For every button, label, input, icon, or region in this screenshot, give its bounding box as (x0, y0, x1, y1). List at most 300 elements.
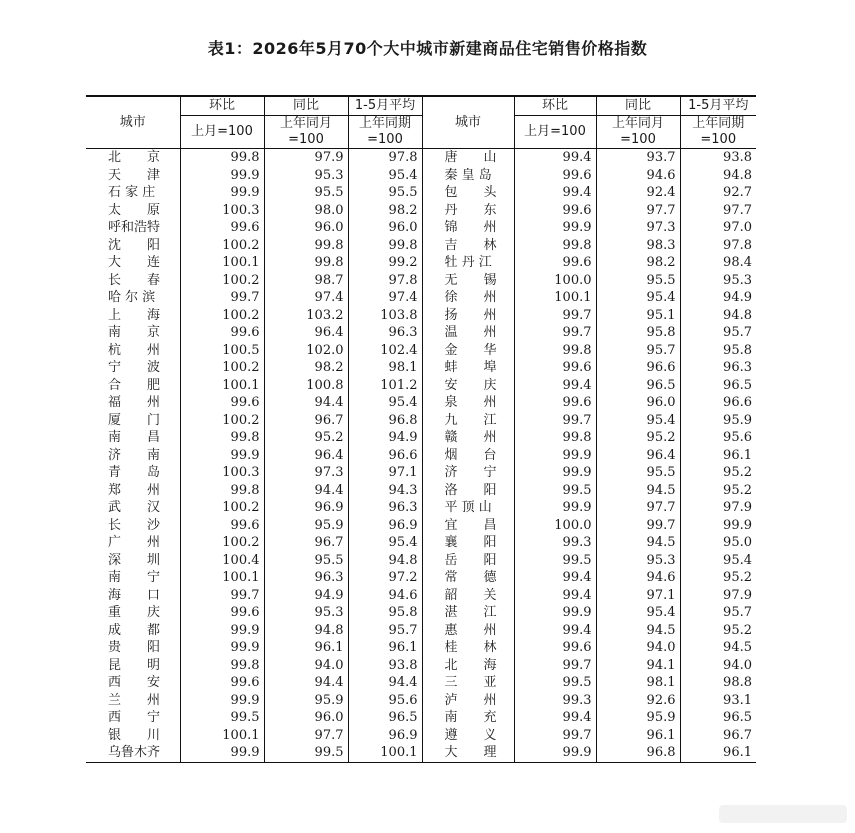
cell-yoy-left: 99.8 (264, 254, 348, 272)
cell-yoy-right: 95.5 (596, 272, 680, 290)
cell-yoy-left: 96.7 (264, 534, 348, 552)
table-row (86, 587, 756, 605)
cell-avg-left: 96.9 (348, 517, 422, 535)
cell-mom-left: 99.6 (180, 324, 264, 342)
cell-yoy-right: 98.1 (596, 674, 680, 692)
cell-yoy-right: 94.5 (596, 622, 680, 640)
cell-mom-right: 99.3 (514, 692, 596, 710)
cell-avg-left: 97.2 (348, 569, 422, 587)
cell-city-right: 包 头 (422, 184, 514, 202)
cell-avg-left: 95.4 (348, 394, 422, 412)
cell-mom-right: 99.6 (514, 167, 596, 185)
cell-yoy-left: 99.8 (264, 237, 348, 255)
cell-mom-left: 100.1 (180, 569, 264, 587)
cell-avg-right: 95.6 (680, 429, 756, 447)
cell-city-right: 宜 昌 (422, 517, 514, 535)
table-row (86, 202, 756, 220)
cell-city-left: 西 宁 (108, 710, 161, 725)
cell-avg-right: 93.1 (680, 692, 756, 710)
cell-avg-right: 97.9 (680, 587, 756, 605)
table-row (86, 447, 756, 465)
cell-yoy-left: 96.7 (264, 412, 348, 430)
cell-city-left: 广 州 (108, 535, 161, 550)
cell-city-left: 长 沙 (108, 517, 161, 533)
cell-yoy-left: 98.7 (264, 272, 348, 290)
cell-yoy-left: 103.2 (264, 307, 348, 325)
cell-mom-left: 100.3 (180, 464, 264, 482)
cell-city-right: 济 宁 (422, 464, 514, 482)
cell-avg-left: 101.2 (348, 377, 422, 395)
cell-avg-left: 94.4 (348, 674, 422, 692)
cell-mom-right: 99.9 (514, 604, 596, 622)
cell-city-right: 无 锡 (422, 272, 514, 290)
header-yoy-right: 同比 (596, 96, 680, 116)
cell-mom-left: 100.1 (180, 377, 264, 395)
cell-mom-right: 99.6 (514, 359, 596, 377)
cell-mom-right: 99.5 (514, 552, 596, 570)
cell-mom-left: 99.8 (180, 657, 264, 675)
cell-yoy-left: 94.4 (264, 674, 348, 692)
cell-city-right: 吉 林 (422, 237, 514, 255)
cell-city-left: 沈 阳 (108, 237, 161, 253)
cell-yoy-left: 96.4 (264, 447, 348, 465)
cell-mom-right: 99.4 (514, 587, 596, 605)
cell-yoy-right: 95.9 (596, 709, 680, 727)
cell-yoy-left: 96.1 (264, 639, 348, 657)
cell-mom-left: 99.9 (180, 622, 264, 640)
cell-avg-right: 96.7 (680, 727, 756, 745)
table-row (86, 254, 756, 272)
cell-avg-right: 98.8 (680, 674, 756, 692)
table-row (86, 517, 756, 535)
table-row (86, 639, 756, 657)
cell-mom-right: 99.6 (514, 202, 596, 220)
table-row (86, 289, 756, 307)
table-row (86, 482, 756, 500)
cell-avg-right: 95.2 (680, 482, 756, 500)
cell-mom-right: 99.5 (514, 674, 596, 692)
cell-avg-left: 93.8 (348, 657, 422, 675)
cell-yoy-right: 95.4 (596, 289, 680, 307)
cell-mom-left: 100.3 (180, 202, 264, 220)
header-avg-base-right: 上年同期 =100 (680, 116, 756, 149)
cell-city-right: 遵 义 (422, 727, 514, 745)
cell-city-left: 深 圳 (108, 552, 161, 568)
cell-city-left: 北 京 (108, 150, 161, 165)
cell-mom-right: 99.9 (514, 447, 596, 465)
table-row (86, 569, 756, 587)
cell-avg-left: 95.8 (348, 604, 422, 622)
cell-avg-left: 97.8 (348, 272, 422, 290)
cell-yoy-left: 95.5 (264, 184, 348, 202)
watermark (719, 805, 847, 823)
cell-yoy-left: 96.3 (264, 569, 348, 587)
cell-yoy-left: 102.0 (264, 342, 348, 360)
cell-avg-right: 95.2 (680, 569, 756, 587)
cell-avg-left: 95.5 (348, 184, 422, 202)
cell-avg-right: 94.9 (680, 289, 756, 307)
cell-mom-right: 99.6 (514, 394, 596, 412)
cell-avg-left: 98.1 (348, 359, 422, 377)
cell-mom-left: 100.2 (180, 272, 264, 290)
cell-mom-left: 99.6 (180, 517, 264, 535)
cell-yoy-right: 92.6 (596, 692, 680, 710)
cell-mom-right: 99.9 (514, 464, 596, 482)
cell-avg-left: 96.0 (348, 219, 422, 237)
cell-yoy-left: 95.2 (264, 429, 348, 447)
cell-city-right: 韶 关 (422, 587, 514, 605)
header-city-right: 城市 (422, 96, 514, 149)
cell-avg-right: 95.4 (680, 552, 756, 570)
cell-city-right: 蚌 埠 (422, 359, 514, 377)
table-row (86, 657, 756, 675)
cell-avg-right: 96.5 (680, 709, 756, 727)
cell-yoy-left: 94.8 (264, 622, 348, 640)
cell-yoy-right: 98.2 (596, 254, 680, 272)
cell-mom-left: 100.2 (180, 534, 264, 552)
cell-mom-right: 99.9 (514, 499, 596, 517)
cell-avg-left: 97.8 (348, 149, 422, 167)
cell-avg-right: 97.7 (680, 202, 756, 220)
table-row (86, 324, 756, 342)
cell-avg-right: 94.8 (680, 307, 756, 325)
cell-yoy-right: 98.3 (596, 237, 680, 255)
cell-avg-left: 95.7 (348, 622, 422, 640)
cell-avg-left: 102.4 (348, 342, 422, 360)
cell-yoy-left: 95.5 (264, 552, 348, 570)
cell-city-left: 太 原 (108, 202, 161, 218)
cell-city-left: 兰 州 (108, 692, 161, 708)
cell-yoy-right: 95.1 (596, 307, 680, 325)
cell-avg-left: 94.3 (348, 482, 422, 500)
cell-mom-right: 99.7 (514, 727, 596, 745)
cell-yoy-right: 94.1 (596, 657, 680, 675)
cell-avg-right: 97.8 (680, 237, 756, 255)
table-title: 表1：2026年5月70个大中城市新建商品住宅销售价格指数 (207, 39, 648, 58)
table-row (86, 219, 756, 237)
cell-yoy-left: 94.0 (264, 657, 348, 675)
cell-yoy-left: 97.4 (264, 289, 348, 307)
table-row (86, 149, 756, 167)
cell-mom-left: 100.2 (180, 499, 264, 517)
cell-mom-left: 100.2 (180, 359, 264, 377)
cell-avg-right: 99.9 (680, 517, 756, 535)
cell-yoy-right: 96.4 (596, 447, 680, 465)
cell-city-right: 湛 江 (422, 604, 514, 622)
cell-mom-left: 100.2 (180, 307, 264, 325)
cell-avg-left: 103.8 (348, 307, 422, 325)
table-row (86, 359, 756, 377)
cell-city-right: 赣 州 (422, 429, 514, 447)
cell-yoy-right: 96.6 (596, 359, 680, 377)
table-row (86, 412, 756, 430)
cell-mom-right: 99.4 (514, 184, 596, 202)
cell-city-left: 银 川 (108, 727, 161, 743)
cell-city-right: 惠 州 (422, 622, 514, 640)
cell-mom-left: 99.6 (180, 674, 264, 692)
cell-city-left: 贵 阳 (108, 640, 161, 655)
cell-avg-right: 95.2 (680, 464, 756, 482)
cell-mom-left: 99.7 (180, 289, 264, 307)
cell-city-left: 济 南 (108, 447, 161, 463)
cell-yoy-right: 95.7 (596, 342, 680, 360)
cell-mom-right: 99.4 (514, 377, 596, 395)
cell-avg-right: 97.0 (680, 219, 756, 237)
cell-mom-right: 99.8 (514, 429, 596, 447)
cell-city-left: 大 连 (108, 255, 161, 270)
cell-yoy-left: 99.5 (264, 744, 348, 762)
cell-city-left: 宁 波 (108, 360, 161, 375)
cell-city-right: 平 顶 山 (422, 499, 514, 517)
cell-mom-left: 99.8 (180, 149, 264, 167)
cell-mom-right: 99.7 (514, 657, 596, 675)
cell-mom-right: 100.1 (514, 289, 596, 307)
cell-mom-left: 100.1 (180, 727, 264, 745)
cell-mom-left: 100.2 (180, 237, 264, 255)
cell-avg-right: 95.3 (680, 272, 756, 290)
cell-mom-left: 99.7 (180, 587, 264, 605)
cell-mom-left: 100.2 (180, 412, 264, 430)
header-avg-base-left: 上年同期 =100 (348, 116, 422, 149)
cell-mom-left: 99.9 (180, 167, 264, 185)
table-row (86, 237, 756, 255)
cell-city-right: 唐 山 (422, 149, 514, 167)
cell-city-left: 杭 州 (108, 342, 161, 358)
cell-yoy-left: 95.3 (264, 167, 348, 185)
cell-mom-right: 99.3 (514, 534, 596, 552)
cell-avg-left: 94.8 (348, 552, 422, 570)
header-yoy-left: 同比 (264, 96, 348, 116)
cell-city-right: 烟 台 (422, 447, 514, 465)
cell-mom-right: 99.4 (514, 709, 596, 727)
cell-city-right: 扬 州 (422, 307, 514, 325)
cell-avg-left: 96.3 (348, 499, 422, 517)
header-avg-left: 1-5月平均 (348, 96, 422, 116)
cell-mom-left: 99.8 (180, 429, 264, 447)
cell-avg-left: 99.8 (348, 237, 422, 255)
table-row (86, 552, 756, 570)
cell-avg-left: 100.1 (348, 744, 422, 762)
header-yoy-base-right: 上年同月 =100 (596, 116, 680, 149)
cell-city-left: 天 津 (108, 167, 161, 183)
cell-city-right: 九 江 (422, 412, 514, 430)
cell-yoy-left: 97.7 (264, 727, 348, 745)
cell-yoy-right: 95.5 (596, 464, 680, 482)
cell-city-right: 桂 林 (422, 639, 514, 657)
cell-mom-right: 99.6 (514, 639, 596, 657)
table-row (86, 184, 756, 202)
header-avg-right: 1-5月平均 (680, 96, 756, 116)
cell-mom-left: 99.9 (180, 692, 264, 710)
cell-mom-right: 99.9 (514, 744, 596, 762)
cell-avg-left: 95.4 (348, 167, 422, 185)
cell-avg-right: 93.8 (680, 149, 756, 167)
cell-avg-left: 98.2 (348, 202, 422, 220)
cell-avg-right: 94.5 (680, 639, 756, 657)
cell-yoy-right: 94.5 (596, 534, 680, 552)
table-row (86, 622, 756, 640)
cell-yoy-left: 95.9 (264, 692, 348, 710)
cell-mom-left: 100.5 (180, 342, 264, 360)
cell-city-right: 洛 阳 (422, 482, 514, 500)
cell-avg-right: 95.2 (680, 622, 756, 640)
cell-city-right: 三 亚 (422, 674, 514, 692)
cell-city-right: 牡 丹 江 (422, 254, 514, 272)
table-row (86, 692, 756, 710)
cell-avg-left: 94.9 (348, 429, 422, 447)
cell-yoy-left: 94.4 (264, 482, 348, 500)
cell-yoy-right: 95.8 (596, 324, 680, 342)
cell-yoy-left: 96.4 (264, 324, 348, 342)
price-index-table (86, 95, 756, 763)
table-row (86, 394, 756, 412)
cell-avg-right: 96.6 (680, 394, 756, 412)
cell-avg-left: 96.9 (348, 727, 422, 745)
cell-avg-left: 96.5 (348, 709, 422, 727)
cell-mom-right: 99.7 (514, 324, 596, 342)
cell-mom-right: 100.0 (514, 272, 596, 290)
cell-yoy-left: 95.9 (264, 517, 348, 535)
cell-yoy-left: 96.9 (264, 499, 348, 517)
cell-avg-left: 95.4 (348, 534, 422, 552)
cell-yoy-right: 95.2 (596, 429, 680, 447)
header-mom-base-left: 上月=100 (180, 116, 264, 149)
cell-avg-right: 95.7 (680, 604, 756, 622)
cell-yoy-left: 98.2 (264, 359, 348, 377)
cell-yoy-right: 95.3 (596, 552, 680, 570)
table-row (86, 709, 756, 727)
cell-city-left: 郑 州 (108, 482, 161, 498)
cell-yoy-right: 95.4 (596, 604, 680, 622)
cell-mom-right: 99.4 (514, 149, 596, 167)
cell-yoy-left: 97.9 (264, 149, 348, 167)
cell-city-right: 锦 州 (422, 219, 514, 237)
cell-avg-left: 96.1 (348, 639, 422, 657)
cell-mom-left: 99.9 (180, 744, 264, 762)
cell-yoy-right: 96.1 (596, 727, 680, 745)
table-row (86, 307, 756, 325)
cell-city-left: 厦 门 (108, 412, 161, 428)
cell-avg-right: 97.9 (680, 499, 756, 517)
cell-avg-right: 92.7 (680, 184, 756, 202)
cell-city-left: 南 宁 (108, 570, 161, 585)
table-row (86, 167, 756, 185)
cell-city-right: 岳 阳 (422, 552, 514, 570)
cell-yoy-right: 99.7 (596, 517, 680, 535)
cell-city-right: 秦 皇 岛 (422, 167, 514, 185)
cell-avg-left: 96.3 (348, 324, 422, 342)
cell-city-right: 大 理 (422, 744, 514, 762)
cell-city-left: 青 岛 (108, 465, 161, 480)
cell-avg-left: 95.6 (348, 692, 422, 710)
cell-avg-right: 96.1 (680, 744, 756, 762)
cell-avg-left: 99.2 (348, 254, 422, 272)
cell-avg-right: 95.9 (680, 412, 756, 430)
cell-mom-left: 99.5 (180, 709, 264, 727)
cell-yoy-left: 94.9 (264, 587, 348, 605)
cell-city-left: 石 家 庄 (108, 185, 156, 200)
cell-avg-right: 96.1 (680, 447, 756, 465)
cell-avg-right: 96.3 (680, 359, 756, 377)
cell-city-left: 昆 明 (108, 657, 161, 673)
cell-mom-right: 99.7 (514, 307, 596, 325)
cell-mom-right: 100.0 (514, 517, 596, 535)
cell-city-right: 安 庆 (422, 377, 514, 395)
cell-yoy-right: 94.6 (596, 167, 680, 185)
table-row (86, 272, 756, 290)
cell-city-right: 北 海 (422, 657, 514, 675)
cell-city-right: 泸 州 (422, 692, 514, 710)
cell-mom-left: 100.4 (180, 552, 264, 570)
cell-mom-left: 100.1 (180, 254, 264, 272)
cell-yoy-right: 97.7 (596, 202, 680, 220)
cell-yoy-right: 96.8 (596, 744, 680, 762)
header-mom-left: 环比 (180, 96, 264, 116)
cell-yoy-right: 94.5 (596, 482, 680, 500)
cell-city-right: 温 州 (422, 324, 514, 342)
cell-city-left: 哈 尔 滨 (108, 290, 156, 305)
cell-mom-right: 99.9 (514, 219, 596, 237)
cell-mom-left: 99.6 (180, 394, 264, 412)
cell-avg-right: 94.8 (680, 167, 756, 185)
cell-yoy-left: 97.3 (264, 464, 348, 482)
cell-city-right: 襄 阳 (422, 534, 514, 552)
cell-mom-left: 99.9 (180, 639, 264, 657)
cell-mom-right: 99.6 (514, 254, 596, 272)
cell-city-left: 西 安 (108, 675, 161, 690)
cell-city-left: 上 海 (108, 307, 161, 323)
cell-yoy-right: 97.7 (596, 499, 680, 517)
header-city-left: 城市 (86, 96, 180, 149)
table-row (86, 342, 756, 360)
cell-city-left: 重 庆 (108, 605, 161, 620)
cell-city-left: 福 州 (108, 395, 161, 410)
cell-city-left: 南 京 (108, 325, 161, 340)
cell-city-right: 金 华 (422, 342, 514, 360)
table-body (86, 149, 756, 763)
cell-city-right: 泉 州 (422, 394, 514, 412)
cell-yoy-right: 92.4 (596, 184, 680, 202)
cell-yoy-right: 96.0 (596, 394, 680, 412)
cell-mom-right: 99.4 (514, 622, 596, 640)
cell-yoy-left: 96.0 (264, 709, 348, 727)
cell-yoy-right: 96.5 (596, 377, 680, 395)
header-yoy-base-left: 上年同月 =100 (264, 116, 348, 149)
cell-yoy-left: 100.8 (264, 377, 348, 395)
cell-city-right: 常 德 (422, 569, 514, 587)
cell-mom-left: 99.9 (180, 447, 264, 465)
cell-city-left: 武 汉 (108, 500, 161, 515)
table-row (86, 727, 756, 745)
cell-city-left: 乌鲁木齐 (86, 744, 180, 762)
cell-city-left: 合 肥 (108, 377, 161, 393)
cell-yoy-right: 97.1 (596, 587, 680, 605)
cell-yoy-right: 95.4 (596, 412, 680, 430)
cell-mom-right: 99.4 (514, 569, 596, 587)
cell-city-left: 成 都 (108, 622, 161, 638)
cell-mom-left: 99.6 (180, 604, 264, 622)
cell-yoy-right: 97.3 (596, 219, 680, 237)
cell-yoy-left: 98.0 (264, 202, 348, 220)
cell-mom-left: 99.8 (180, 482, 264, 500)
cell-yoy-left: 94.4 (264, 394, 348, 412)
cell-city-left: 南 昌 (108, 430, 161, 445)
table-row (86, 604, 756, 622)
cell-city-left: 海 口 (108, 587, 161, 603)
cell-avg-right: 95.8 (680, 342, 756, 360)
cell-yoy-right: 93.7 (596, 149, 680, 167)
cell-yoy-left: 95.3 (264, 604, 348, 622)
